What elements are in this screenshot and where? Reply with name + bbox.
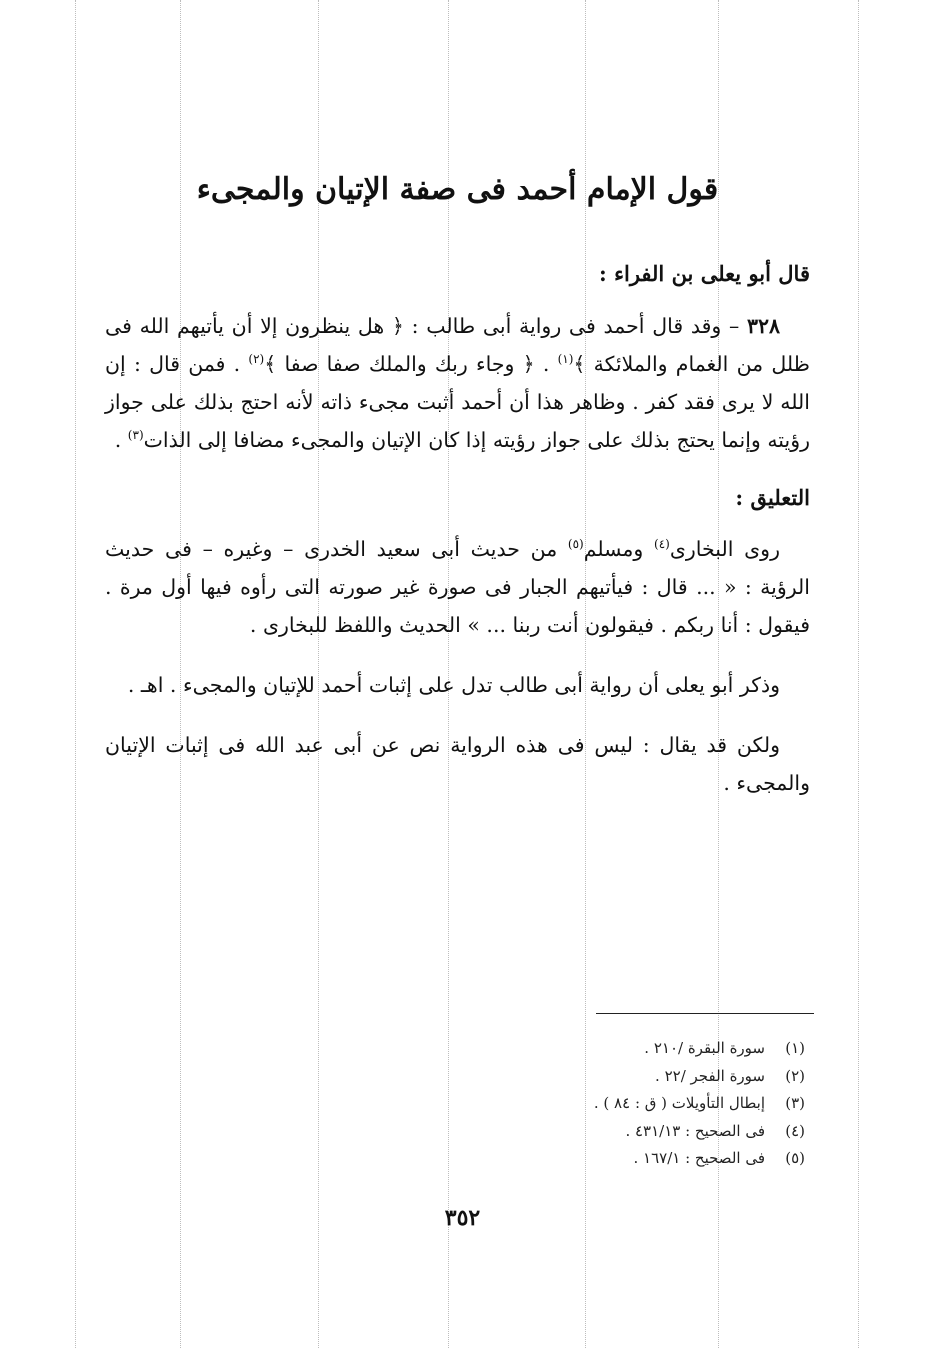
footnote-text: فى الصحيح : ١٦٧/١ . [633,1149,765,1167]
footnote-ref: (٢) [248,351,265,366]
footnote-text: سورة البقرة /٢١٠ . [644,1039,765,1057]
footnote-ref: (٣) [127,427,144,442]
scan-guide-line [75,0,76,1348]
footnote-item [405,1063,805,1091]
intro-line: قال أبو يعلى بن الفراء : [599,261,810,286]
footnote-mark: (٤) [785,1121,805,1140]
paragraph-text: من حديث أبى سعيد الخدرى – وغيره – فى حديث الرؤية : « ... قال : فيأتيهم الجبار فى صورة غير صورته التى رأوه فيها أول مرة . فيقول : أنا ربكم . فيقولون أنت ربنا ... » الحديث واللفظ للبخارى . [105,537,810,638]
footnote-item [405,1145,805,1173]
footnote-mark: (٣) [785,1094,805,1112]
footnotes [405,1035,805,1173]
footnote-item [405,1035,805,1063]
commentary-heading: التعليق : [735,484,810,510]
paragraph-objection: ولكن قد يقال : ليس فى هذه الرواية نص عن أبى عبد الله فى إثبات الإتيان والمجىء . [105,733,810,796]
footnote-text: سورة الفجر /٢٢ . [655,1066,765,1085]
paragraph-text: – وقد قال أحمد فى رواية أبى طالب : ﴿ هل ينظرون إلا أن يأتيهم الله فى ظلل من الغمام والملائكة ﴾ [105,313,810,376]
footnote-mark: (٥) [785,1149,805,1167]
paragraph-text: . [114,427,128,452]
paragraph-328 [105,307,810,459]
footnote-mark: (٢) [785,1066,805,1085]
footnote-mark: (١) [785,1039,805,1057]
paragraph-number: ٣٢٨ [746,313,780,338]
commentary-paragraph [105,530,810,644]
scan-guide-line [858,0,859,1348]
page-number: ٣٥٢ [444,1205,481,1231]
paragraph-text: . ﴿ وجاء ربك والملك صفا صفا ﴾ [264,351,558,376]
page-title: قول الإمام أحمد فى صفة الإتيان والمجىء [196,172,719,207]
main-content [105,170,810,824]
footnote-ref: (٤) [654,537,670,552]
paragraph-abu-yala: وذكر أبو يعلى أن رواية أبى طالب تدل على إثبات أحمد للإتيان والمجىء . اهـ . [127,673,780,698]
footnote-ref: (١) [557,351,574,366]
paragraph-text: روى البخارى [669,537,780,562]
paragraph-text: . فمن قال : إن الله لا يرى فقد كفر . وظاهر هذا أن أحمد أثبت مجىء ذاته لأنه احتج بذلك على جواز رؤيته وإنما يحتج بذلك على جواز رؤيته إذا كان الإتيان والمجىء مضافا إلى الذات [105,351,810,452]
footnote-item [405,1090,805,1118]
footnote-text: فى الصحيح : ٤٣١/١٣ . [625,1121,765,1140]
footnote-separator [596,1013,814,1014]
footnote-ref: (٥) [567,537,584,552]
paragraph-text: ومسلم [583,537,655,562]
footnote-text: إبطال التأويلات ( ق : ٨٤ ) . [593,1094,765,1112]
footnote-item [405,1118,805,1146]
